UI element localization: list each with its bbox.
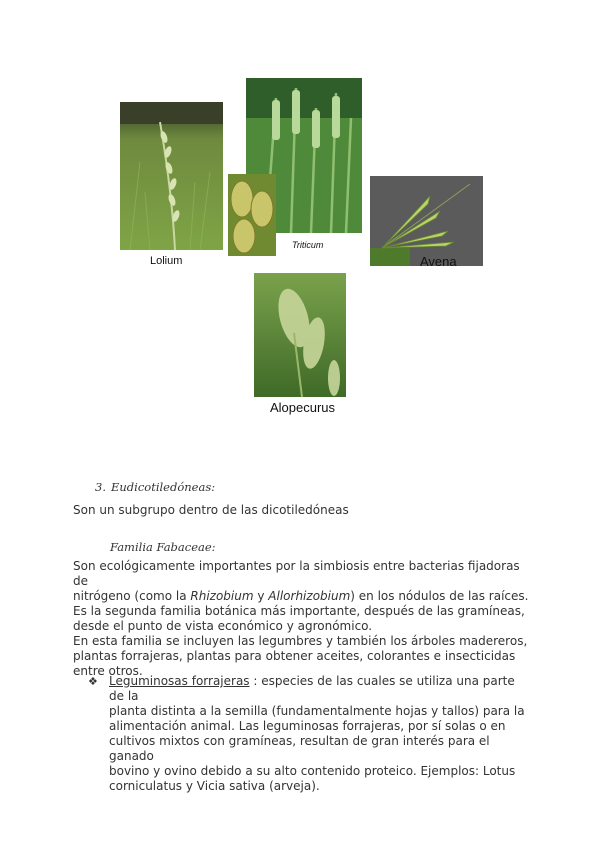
p1-line-1: Son ecológicamente importantes por la simbiosis entre bacterias fijadoras de bbox=[73, 559, 520, 588]
p3-line-1: En esta familia se incluyen las legumbres y también los árboles madereros, bbox=[73, 634, 528, 648]
rhizobium-term: Rhizobium bbox=[190, 589, 254, 603]
bullet-term: Leguminosas forrajeras bbox=[109, 674, 250, 688]
p3-line-3: entre otros. bbox=[73, 664, 143, 678]
p2-line-2: desde el punto de vista económico y agronómico. bbox=[73, 619, 373, 633]
p3-line-2: plantas forrajeras, plantas para obtener aceites, colorantes e insecticidas bbox=[73, 649, 516, 663]
lolium-caption: Lolium bbox=[150, 255, 183, 267]
lolium-image bbox=[120, 102, 223, 250]
p1-line-2: nitrógeno (como la Rhizobium y Allorhizobium) en los nódulos de las raíces. bbox=[73, 589, 529, 603]
triticum-grain-image bbox=[228, 174, 276, 256]
alopecurus-caption: Alopecurus bbox=[270, 400, 336, 415]
bullet-text: Leguminosas forrajeras : especies de las cuales se utiliza una parte de la planta distinta a la semilla (fundamentalmente hojas y tallos) para la alimentación animal. Las leguminosas forrajeras, por sí solas o en cultivos mixtos con gramíneas, resultan de gran interés para el ganado bovino y ovino debido a su alto contenido proteico. Ejemplos: Lotus corniculatus y Vicia sativa (arveja). bbox=[109, 674, 525, 793]
alopecurus-image bbox=[254, 273, 346, 397]
triticum-caption: Triticum bbox=[292, 240, 324, 250]
fabaceae-paragraph bbox=[73, 559, 533, 679]
section-title: Eudicotiledóneas: bbox=[111, 480, 216, 494]
diamond-bullet-icon: ❖ bbox=[88, 675, 98, 688]
avena-image bbox=[370, 176, 483, 266]
fabaceae-title: Familia Fabaceae: bbox=[110, 540, 216, 554]
section-number: 3. bbox=[95, 480, 106, 494]
p2-line-1: Es la segunda familia botánica más importante, después de las gramíneas, bbox=[73, 604, 525, 618]
section-intro: Son un subgrupo dentro de las dicotiledóneas bbox=[73, 503, 349, 517]
avena-caption: Avena bbox=[420, 254, 457, 269]
allorhizobium-term: Allorhizobium bbox=[268, 589, 351, 603]
